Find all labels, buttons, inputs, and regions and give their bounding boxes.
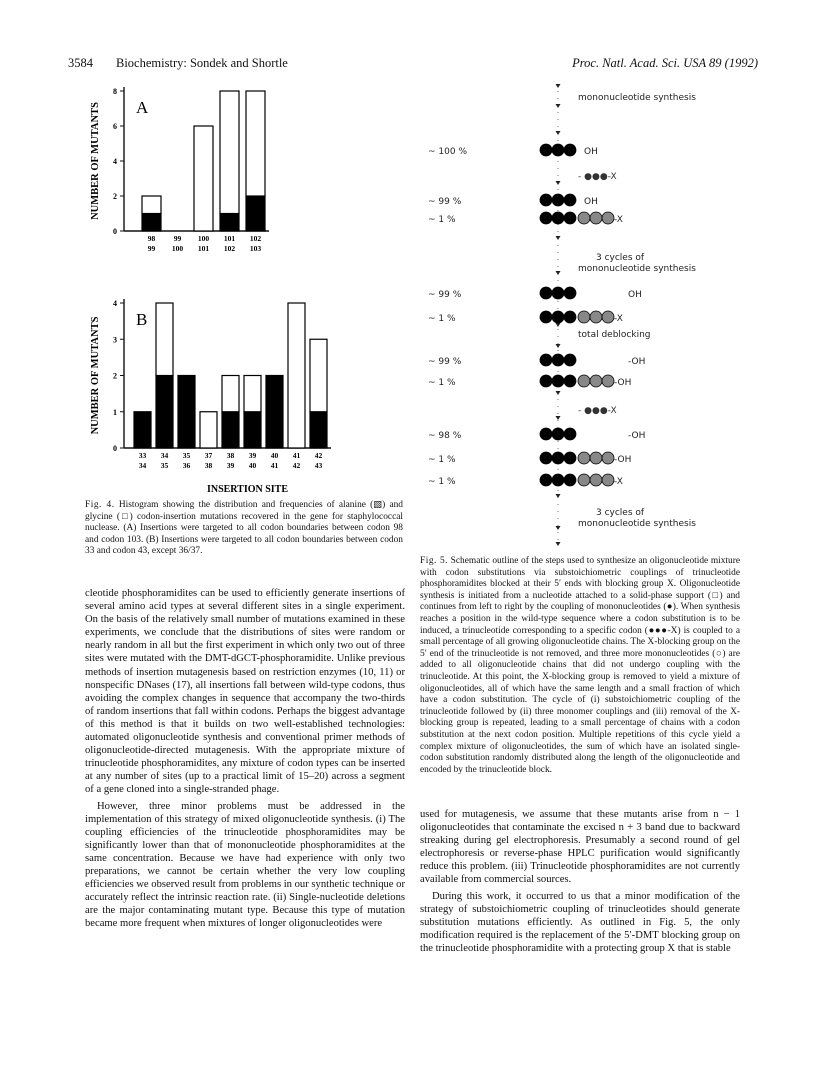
nucleotide-filled — [552, 287, 564, 299]
x-tick-label-bottom: 42 — [292, 461, 301, 470]
page-header — [68, 56, 758, 76]
chain-end-label: -OH — [614, 455, 632, 465]
chain-end-label: OH — [584, 147, 598, 157]
chain-end-label: -OH — [628, 357, 646, 367]
x-tick-label-bottom: 36 — [182, 461, 191, 470]
running-title: Biochemistry: Sondek and Shortle — [116, 56, 288, 70]
y-tick-label: 0 — [113, 227, 117, 236]
x-axis-label: INSERTION SITE — [206, 484, 289, 495]
bar-glycine — [310, 339, 327, 412]
nucleotide-trinucleotide — [590, 474, 602, 486]
arrow-head — [556, 494, 561, 498]
nucleotide-trinucleotide — [590, 375, 602, 387]
nucleotide-trinucleotide — [602, 311, 614, 323]
step-label: total deblocking — [578, 330, 651, 340]
step-label: 3 cycles of — [596, 508, 645, 518]
x-tick-label-bottom: 99 — [147, 244, 156, 253]
x-tick-label-bottom: 40 — [248, 461, 257, 470]
x-tick-label-bottom: 103 — [249, 244, 262, 253]
step-label: mononucleotide synthesis — [578, 93, 696, 103]
arrow-head — [556, 131, 561, 135]
arrow-head — [556, 526, 561, 530]
y-tick-label: 2 — [113, 371, 117, 381]
nucleotide-filled — [540, 474, 552, 486]
percent-label: ~ 1 % — [428, 455, 456, 465]
bar-alanine — [310, 412, 327, 448]
nucleotide-filled — [540, 194, 552, 206]
figure-4b — [84, 290, 374, 495]
bar-glycine — [246, 91, 265, 196]
figure-5-caption — [420, 556, 740, 776]
x-tick-label-bottom: 35 — [160, 461, 169, 470]
y-tick-label: 4 — [113, 157, 117, 166]
chain-end-label: -X — [614, 215, 623, 225]
nucleotide-filled — [552, 194, 564, 206]
percent-label: ~ 99 % — [428, 197, 462, 207]
nucleotide-filled — [564, 144, 576, 156]
bar-glycine — [220, 91, 239, 214]
y-tick-label: 8 — [113, 87, 117, 96]
nucleotide-filled — [540, 354, 552, 366]
arrow-head — [556, 271, 561, 275]
nucleotide-filled — [552, 354, 564, 366]
nucleotide-filled — [564, 474, 576, 486]
nucleotide-filled — [552, 474, 564, 486]
x-tick-label-bottom: 101 — [197, 244, 210, 253]
bar-alanine — [134, 412, 151, 448]
figure-4-label: Fig. 4. — [85, 500, 115, 510]
y-axis-label: NUMBER OF MUTANTS — [90, 102, 101, 220]
x-tick-label-top: 40 — [270, 451, 279, 460]
x-tick-label-top: 38 — [226, 451, 235, 460]
x-tick-label-top: 100 — [197, 234, 210, 243]
y-axis-label: NUMBER OF MUTANTS — [90, 316, 101, 435]
nucleotide-trinucleotide — [602, 474, 614, 486]
bar-alanine — [266, 376, 283, 449]
arrow-head — [556, 344, 561, 348]
left-column — [85, 587, 405, 933]
percent-label: ~ 100 % — [428, 147, 467, 157]
nucleotide-filled — [540, 428, 552, 440]
nucleotide-trinucleotide — [578, 311, 590, 323]
figure-4a — [84, 86, 314, 271]
bar-glycine — [222, 376, 239, 412]
arrow-head — [556, 181, 561, 185]
page-number: 3584 — [68, 56, 93, 70]
nucleotide-trinucleotide — [602, 452, 614, 464]
y-tick-label: 3 — [113, 335, 117, 345]
x-tick-label-bottom: 39 — [226, 461, 235, 470]
nucleotide-filled — [540, 452, 552, 464]
right-column — [420, 808, 740, 958]
arrow-head — [556, 84, 561, 88]
x-tick-label-bottom: 34 — [138, 461, 147, 470]
nucleotide-trinucleotide — [602, 212, 614, 224]
x-tick-label-top: 99 — [173, 234, 182, 243]
bar-alanine — [246, 196, 265, 231]
chain-end-label: -X — [614, 314, 623, 324]
arrow-head — [556, 416, 561, 420]
x-tick-label-top: 33 — [138, 451, 147, 460]
x-tick-label-top: 98 — [147, 234, 156, 243]
arrow-head — [556, 391, 561, 395]
figure-5 — [418, 80, 748, 550]
x-tick-label-bottom: 102 — [223, 244, 236, 253]
nucleotide-trinucleotide — [578, 452, 590, 464]
nucleotide-filled — [552, 428, 564, 440]
arrow-head — [556, 323, 561, 327]
x-tick-label-bottom: 41 — [270, 461, 279, 470]
nucleotide-filled — [564, 287, 576, 299]
nucleotide-filled — [540, 287, 552, 299]
percent-label: ~ 1 % — [428, 215, 456, 225]
figure-4-caption-text: Histogram showing the distribution and frequencies of alanine (▧) and glycine (□) codon-insertion mutations recovered in the gene for staphylococcal nuclease. (A) Insertions were targeted to all codon boundaries between codon 98 and codon 103. (B) Insertions were targeted to all codon boundaries between codon 33 and codon 43, except 36/37. — [85, 500, 403, 557]
bar-glycine — [142, 196, 161, 214]
nucleotide-trinucleotide — [578, 474, 590, 486]
reagent-label: - ●●●-X — [578, 172, 617, 182]
chain-end-label: -OH — [614, 378, 632, 388]
nucleotide-trinucleotide — [590, 452, 602, 464]
percent-label: ~ 1 % — [428, 378, 456, 388]
step-label: mononucleotide synthesis — [578, 264, 696, 274]
y-tick-label: 1 — [113, 407, 117, 417]
bar-alanine — [220, 214, 239, 232]
nucleotide-filled — [552, 144, 564, 156]
bar-alanine — [142, 214, 161, 232]
x-tick-label-top: 42 — [314, 451, 323, 460]
panel-letter: A — [136, 98, 149, 117]
nucleotide-filled — [540, 375, 552, 387]
bar-alanine — [178, 376, 195, 449]
bar-alanine — [156, 376, 173, 449]
y-tick-label: 4 — [113, 299, 117, 308]
nucleotide-filled — [552, 212, 564, 224]
left-paragraph-2: However, three minor problems must be addressed in the implementation of this strategy of mixed oligonucleotide synthesis. (i) The coupling efficiencies of the trinucleotide phosphoramidites may be significantly lower than that of mononucleotide phosphoramidites at the same concentration. Because we have had experience with only two preparations, we cannot be certain whether the very low coupling efficiencies we observed result from problems in our synthetic technique or accurately reflect the intrinsic reaction rate. (ii) Single-nucleotide deletions are the major contaminating mutant type. Because this type of mutation became more frequent when mixtures of longer oligonucleotides were — [85, 800, 405, 930]
chain-end-label: -OH — [628, 431, 646, 441]
bar-glycine — [288, 303, 305, 448]
nucleotide-filled — [564, 194, 576, 206]
bar-alanine — [244, 412, 261, 448]
nucleotide-filled — [540, 311, 552, 323]
journal-citation: Proc. Natl. Acad. Sci. USA 89 (1992) — [572, 56, 758, 70]
nucleotide-filled — [552, 311, 564, 323]
left-paragraph-1: cleotide phosphoramidites can be used to efficiently generate insertions of several amino acid types at several different sites in a single experiment. On the basis of the relatively small number of mutations examined in these experiments, we conclude that the distributions of sites were random or nearly random in all but the first experiment in which only two out of three sites were mutated with the DMT-dGCT-phosphoramidite. Unlike previous methods of insertion mutagenesis based on restriction enzymes (10, 11) or nonspecific DNases (17), all insertions fall between wild-type codons, thus avoiding the complex changes in sequence that accompany the two-thirds of random insertions that fall within codons. Perhaps the biggest advantage of this method is that it builds on two well-established technologies: automated oligonucleotide synthesis and conventional primer methods of oligonucleotide-directed mutagenesis. With the appropriate mixture of trinucleotide phosphoramidites, any mixture of codon types can be inserted at any number of sites (up to a practical limit of 15–20) across a segment of a gene cloned into a single-stranded phage. — [85, 588, 405, 796]
x-tick-label-top: 35 — [182, 451, 191, 460]
chain-end-label: OH — [584, 197, 598, 207]
reagent-label: - ●●●-X — [578, 406, 617, 416]
bar-glycine — [194, 126, 213, 231]
nucleotide-trinucleotide — [578, 212, 590, 224]
nucleotide-filled — [564, 428, 576, 440]
x-tick-label-top: 39 — [248, 451, 257, 460]
chain-end-label: OH — [628, 290, 642, 300]
figure-5-caption-text: Schematic outline of the steps used to synthesize an oligonucleotide mixture with codon substitutions via substoichiometric couplings of trinucleotide phosphoramidites blocked at their 5′ ends with blocking group X. Oligonucleotide synthesis is initiated from a nucleotide attached to a solid-phase support (□) and continues from left to right by the coupling of mononucleotides (●). When synthesis reaches a position in the wild-type sequence where a codon substitution is to be induced, a trinucleotide corresponding to a specific codon (●●●-X) is coupled to a small percentage of all growing oligonucleotide chains. The X-blocking group on the 5′ end of the trinucleotide is not removed, and three more mononucleotides (○) are added to all oligonucleotide chains that did not undergo coupling with the trinucleotide. At this point, the X-blocking group is removed to yield a mixture of oligonucleotides, all of which have the same length and a small fraction of which have a codon substitution. The cycle of (i) substoichiometric coupling of the trinucleotide followed by (ii) three monomer couplings and (iii) removal of the X-blocking group is repeated, leading to a small percentage of chains with a codon substitution at the next codon position. Multiple repetitions of this cycle yield a complex mixture of oligonucleotides, the sum of which have an isolated single-codon substitution randomly distributed along the length of the oligonucleotide and encoded by the trinucleotide block. — [420, 556, 740, 775]
bar-glycine — [244, 376, 261, 412]
x-tick-label-top: 102 — [249, 234, 262, 243]
nucleotide-filled — [540, 144, 552, 156]
bar-glycine — [200, 412, 217, 448]
nucleotide-filled — [552, 375, 564, 387]
percent-label: ~ 1 % — [428, 314, 456, 324]
y-tick-label: 0 — [113, 444, 117, 453]
nucleotide-filled — [552, 452, 564, 464]
nucleotide-filled — [564, 354, 576, 366]
nucleotide-filled — [564, 452, 576, 464]
arrow-head — [556, 542, 561, 546]
panel-letter: B — [136, 310, 148, 329]
arrow-head — [556, 104, 561, 108]
right-paragraph-2: During this work, it occurred to us that a minor modification of the strategy of substoichiometric coupling of trinucleotides should generate substitution mutations efficiently. As outlined in Fig. 5, the only modification required is the replacement of the 5′-DMT blocking group on the trinucleotide phosphoramidite with a protecting group X that is stable — [420, 890, 740, 954]
nucleotide-trinucleotide — [590, 212, 602, 224]
nucleotide-filled — [564, 212, 576, 224]
schematic-svg — [418, 80, 748, 550]
x-tick-label-top: 101 — [223, 234, 236, 243]
nucleotide-filled — [540, 212, 552, 224]
x-tick-label-bottom: 43 — [314, 461, 323, 470]
x-tick-label-top: 41 — [292, 451, 301, 460]
y-tick-label: 2 — [113, 192, 117, 201]
step-label: mononucleotide synthesis — [578, 519, 696, 529]
chart-b-svg — [84, 290, 374, 495]
x-tick-label-top: 37 — [204, 451, 213, 460]
nucleotide-trinucleotide — [578, 375, 590, 387]
nucleotide-filled — [564, 311, 576, 323]
nucleotide-trinucleotide — [602, 375, 614, 387]
x-tick-label-bottom: 100 — [171, 244, 184, 253]
percent-label: ~ 99 % — [428, 290, 462, 300]
percent-label: ~ 1 % — [428, 477, 456, 487]
percent-label: ~ 99 % — [428, 357, 462, 367]
nucleotide-trinucleotide — [590, 311, 602, 323]
x-tick-label-bottom: 38 — [204, 461, 213, 470]
figure-5-label: Fig. 5. — [420, 556, 449, 566]
right-paragraph-1: used for mutagenesis, we assume that these mutants arise from n − 1 oligonucleotides that contaminate the excised n + 3 band due to backward streaking during gel electrophoresis. Presumably a second round of gel electrophoresis or reverse-phase HPLC purification would significantly reduce this problem. (iii) Trinucleotide phosphoramidites are not currently available from commercial sources. — [420, 809, 740, 886]
nucleotide-filled — [564, 375, 576, 387]
step-label: 3 cycles of — [596, 253, 645, 263]
bar-alanine — [222, 412, 239, 448]
x-tick-label-top: 34 — [160, 451, 169, 460]
percent-label: ~ 98 % — [428, 431, 462, 441]
y-tick-label: 6 — [113, 122, 117, 131]
chart-a-svg — [84, 86, 314, 271]
bar-glycine — [156, 303, 173, 376]
chain-end-label: -X — [614, 477, 623, 487]
arrow-head — [556, 236, 561, 240]
figure-4-caption — [85, 500, 403, 558]
